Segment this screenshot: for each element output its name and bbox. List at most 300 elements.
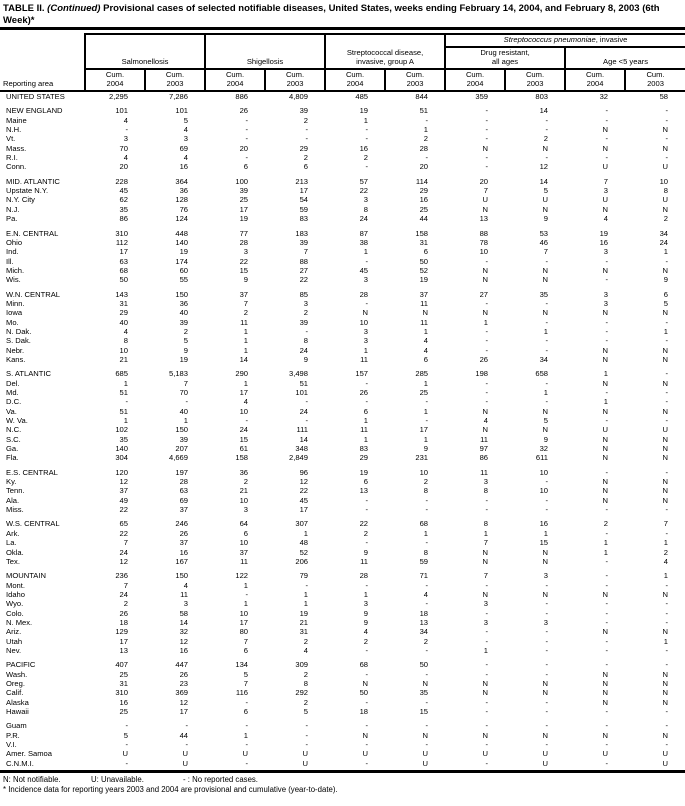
value-cell: N (662, 204, 669, 214)
value-cell: - (305, 730, 309, 740)
value-cell: 1 (183, 416, 189, 426)
column-header-cum: Cum. 2003 (505, 69, 565, 91)
value-cell: 22 (239, 256, 249, 266)
value-cell: 1 (423, 125, 429, 135)
value-cell: - (605, 106, 609, 116)
value-cell: N (602, 730, 609, 740)
value-cell: - (545, 477, 549, 487)
reporting-area-cell: C.N.M.I. (6, 758, 34, 768)
value-cell: 7 (543, 247, 549, 257)
value-cell: 9 (663, 275, 669, 285)
value-cell: 44 (179, 730, 189, 740)
reporting-area-cell: V.I. (6, 740, 17, 750)
value-cell: 28 (239, 237, 249, 247)
value-cell: 158 (235, 453, 249, 463)
value-cell: - (605, 153, 609, 163)
value-cell: 3 (363, 275, 369, 285)
value-cell: 12 (119, 477, 128, 487)
reporting-area-cell: S. Dak. (6, 336, 31, 346)
value-cell: - (605, 528, 609, 538)
value-cell: N (602, 143, 609, 153)
value-cell: - (425, 740, 429, 750)
value-cell: 45 (299, 495, 309, 505)
value-cell: 52 (299, 547, 309, 557)
reporting-area-cell: W. Va. (6, 416, 28, 426)
value-cell: 8 (483, 486, 489, 496)
value-cell: 49 (119, 495, 128, 505)
value-cell: N (542, 265, 549, 275)
value-cell: - (305, 740, 309, 750)
column-group-strep-group-a (325, 34, 445, 69)
value-cell: N (542, 425, 549, 435)
value-cell: 12 (299, 477, 309, 487)
value-cell: 10 (119, 345, 128, 355)
value-cell: 24 (359, 214, 369, 224)
value-cell: 55 (179, 275, 189, 285)
value-cell: U (542, 758, 549, 768)
value-cell: - (245, 153, 249, 163)
value-cell: 4 (123, 115, 128, 125)
value-cell: 13 (479, 214, 489, 224)
value-cell: 2 (423, 134, 429, 144)
value-cell: 76 (179, 204, 189, 214)
value-cell: 2 (663, 214, 669, 224)
reporting-area-cell: W.S. CENTRAL (6, 519, 60, 529)
value-cell: 22 (299, 486, 309, 496)
value-cell: - (485, 115, 489, 125)
value-cell: - (665, 397, 669, 407)
reporting-area-cell: Colo. (6, 608, 24, 618)
value-cell: U (302, 758, 309, 768)
value-cell: N (662, 444, 669, 454)
value-cell: - (365, 495, 369, 505)
value-cell: 24 (119, 547, 128, 557)
value-cell: 8 (663, 186, 669, 196)
value-cell: 4,669 (169, 453, 189, 463)
value-cell: - (485, 106, 489, 116)
value-cell: - (605, 707, 609, 716)
value-cell: 50 (119, 275, 128, 285)
table-row (0, 177, 685, 186)
column-header-cum: Cum. 2003 (145, 69, 205, 91)
value-cell: - (545, 397, 549, 407)
value-cell: 13 (119, 645, 128, 655)
value-cell: 8 (423, 486, 429, 496)
value-cell: N (602, 434, 609, 444)
value-cell: - (485, 627, 489, 637)
table-row (0, 468, 685, 477)
value-cell: 26 (479, 354, 489, 364)
value-cell: - (485, 697, 489, 707)
reporting-area-cell: MOUNTAIN (6, 571, 46, 581)
value-cell: 101 (295, 388, 309, 397)
value-cell: 1 (543, 528, 549, 538)
value-cell: 1 (363, 416, 369, 426)
value-cell: 4 (483, 416, 489, 426)
value-cell: 1 (603, 547, 609, 557)
reporting-area-cell: Va. (6, 406, 17, 416)
value-cell: 4 (423, 336, 429, 346)
value-cell: 38 (359, 237, 369, 247)
reporting-area-cell: Md. (6, 388, 19, 397)
value-cell: 15 (539, 538, 549, 548)
table-row (0, 590, 685, 599)
value-cell: N (602, 669, 609, 679)
value-cell: 6 (243, 645, 249, 655)
value-cell: - (425, 416, 429, 426)
value-cell: N (482, 425, 489, 435)
value-cell: 4 (183, 153, 189, 163)
value-cell: 20 (119, 162, 128, 172)
value-cell: 54 (299, 195, 309, 205)
value-cell: N (602, 495, 609, 505)
value-cell: 53 (539, 228, 549, 238)
reporting-area-cell: Upstate N.Y. (6, 186, 49, 196)
value-cell: 14 (179, 617, 189, 627)
value-cell: 8 (123, 336, 128, 346)
value-cell: 68 (119, 265, 128, 275)
table-row (0, 355, 685, 364)
table-row (0, 229, 685, 238)
value-cell: N (542, 204, 549, 214)
value-cell: - (665, 608, 669, 618)
value-cell: 447 (175, 660, 189, 670)
value-cell: 16 (179, 645, 189, 655)
value-cell: 40 (179, 406, 189, 416)
reporting-area-cell: Hawaii (6, 707, 29, 716)
reporting-area-cell: Mich. (6, 265, 25, 275)
value-cell: 3 (243, 505, 249, 515)
value-cell: 1 (243, 336, 249, 346)
value-cell: 112 (115, 237, 128, 247)
value-cell: N (362, 730, 369, 740)
value-cell: U (542, 749, 549, 759)
table-row (0, 609, 685, 618)
value-cell: 29 (359, 453, 369, 463)
value-cell: - (665, 388, 669, 397)
value-cell: 60 (179, 265, 189, 275)
value-cell: 9 (363, 608, 369, 618)
value-cell: 2 (303, 308, 309, 318)
value-cell: - (545, 378, 549, 388)
value-cell: - (605, 275, 609, 285)
value-cell: 5 (183, 336, 189, 346)
table-title (0, 0, 685, 26)
reporting-area-cell: Mass. (6, 143, 27, 153)
value-cell: 2 (303, 669, 309, 679)
value-cell: - (665, 416, 669, 426)
value-cell: N (482, 688, 489, 698)
value-cell: 2 (663, 547, 669, 557)
value-cell: - (665, 336, 669, 346)
column-group-salmonellosis (85, 34, 205, 69)
value-cell: U (602, 195, 609, 205)
value-cell: - (545, 336, 549, 346)
value-cell: 24 (659, 237, 669, 247)
value-cell: - (605, 388, 609, 397)
value-cell: - (605, 505, 609, 515)
value-cell: 448 (175, 228, 189, 238)
table-row (0, 397, 685, 406)
value-cell: N (482, 678, 489, 688)
value-cell: U (662, 749, 669, 759)
value-cell: 3 (243, 247, 249, 257)
value-cell: - (545, 298, 549, 308)
value-cell: 1 (423, 326, 429, 336)
value-cell: N (662, 678, 669, 688)
value-cell: - (545, 645, 549, 655)
value-cell: - (365, 378, 369, 388)
value-cell: N (602, 308, 609, 318)
value-cell: 10 (239, 608, 249, 618)
value-cell: 1 (243, 378, 249, 388)
table-row (0, 435, 685, 444)
value-cell: 5 (243, 669, 249, 679)
value-cell: 11 (420, 298, 429, 308)
value-cell: 37 (239, 547, 249, 557)
reporting-area-cell: E.S. CENTRAL (6, 467, 58, 477)
value-cell: 236 (115, 571, 128, 581)
value-cell: 3 (303, 298, 309, 308)
value-cell: 35 (419, 688, 429, 698)
value-cell: 5,183 (169, 369, 189, 379)
table-row (0, 416, 685, 425)
value-cell: 39 (299, 106, 309, 116)
value-cell: 2 (303, 697, 309, 707)
value-cell: - (305, 134, 309, 144)
value-cell: 28 (359, 289, 369, 299)
table-row (0, 214, 685, 223)
value-cell: N (602, 486, 609, 496)
value-cell: 11 (240, 556, 249, 566)
reporting-area-cell: N. Mex. (6, 617, 33, 627)
value-cell: - (665, 707, 669, 716)
value-cell: - (665, 721, 669, 731)
value-cell: N (662, 495, 669, 505)
value-cell: 39 (179, 434, 189, 444)
value-cell: 101 (115, 106, 128, 116)
value-cell: 6 (363, 477, 369, 487)
table-row (0, 106, 685, 115)
value-cell: 102 (115, 425, 128, 435)
value-cell: 10 (239, 538, 249, 548)
value-cell: N (662, 669, 669, 679)
value-cell: - (665, 528, 669, 538)
reporting-area-cell: Kans. (6, 354, 26, 364)
value-cell: 7 (123, 580, 128, 590)
table-row (0, 749, 685, 758)
value-cell: 3 (483, 599, 489, 609)
value-cell: 1 (543, 388, 549, 397)
value-cell: U (662, 162, 669, 172)
value-cell: 3 (543, 571, 549, 581)
value-cell: - (365, 580, 369, 590)
value-cell: - (545, 707, 549, 716)
value-cell: 50 (419, 660, 429, 670)
value-cell: 51 (119, 388, 128, 397)
value-cell: N (482, 547, 489, 557)
value-cell: 5 (123, 730, 128, 740)
value-cell: N (602, 627, 609, 637)
value-cell: 6 (303, 162, 309, 172)
value-cell: U (422, 749, 429, 759)
value-cell: 3 (183, 599, 189, 609)
value-cell: - (605, 556, 609, 566)
footnote-incidence: * Incidence data for reporting years 2003 and 2004 are provisional and cumulative (year-to-date). (3, 785, 338, 795)
value-cell: 17 (239, 204, 249, 214)
value-cell: 37 (179, 505, 189, 515)
value-cell: - (365, 298, 369, 308)
value-cell: U (662, 425, 669, 435)
value-cell: N (662, 688, 669, 698)
value-cell: N (542, 688, 549, 698)
value-cell: 3 (603, 186, 609, 196)
value-cell: 1 (303, 528, 309, 538)
value-cell: 17 (299, 186, 309, 196)
value-cell: - (485, 707, 489, 716)
column-header-cum: Cum. 2004 (85, 69, 145, 91)
value-cell: 32 (599, 92, 609, 102)
value-cell: 11 (480, 467, 489, 477)
value-cell: - (305, 125, 309, 135)
value-cell: 140 (175, 237, 189, 247)
group-label-line: Streptococcal disease, (346, 48, 424, 58)
value-cell: - (605, 115, 609, 125)
reporting-area-cell: Nebr. (6, 345, 25, 355)
value-cell: - (545, 256, 549, 266)
value-cell: U (542, 195, 549, 205)
value-cell: - (605, 134, 609, 144)
value-cell: - (665, 580, 669, 590)
value-cell: 21 (299, 617, 309, 627)
value-cell: 1 (123, 416, 128, 426)
value-cell: - (365, 125, 369, 135)
column-header-cum: Cum. 2004 (325, 69, 385, 91)
value-cell: 34 (419, 627, 429, 637)
reporting-area-cell: Oreg. (6, 678, 25, 688)
value-cell: 2,849 (289, 453, 309, 463)
value-cell: - (665, 106, 669, 116)
value-cell: - (605, 608, 609, 618)
value-cell: - (425, 505, 429, 515)
value-cell: - (485, 134, 489, 144)
value-cell: 88 (479, 228, 489, 238)
value-cell: 9 (243, 275, 249, 285)
value-cell: 83 (359, 444, 369, 454)
value-cell: - (665, 660, 669, 670)
value-cell: - (485, 636, 489, 646)
value-cell: 83 (299, 214, 309, 224)
value-cell: 27 (479, 289, 489, 299)
value-cell: 3 (603, 298, 609, 308)
reporting-area-cell: Mont. (6, 580, 25, 590)
value-cell: - (545, 636, 549, 646)
value-cell: - (365, 645, 369, 655)
value-cell: - (485, 740, 489, 750)
value-cell: 348 (295, 444, 309, 454)
value-cell: - (125, 125, 128, 135)
value-cell: 4 (243, 397, 249, 407)
value-cell: 3 (603, 289, 609, 299)
value-cell: 19 (419, 275, 429, 285)
value-cell: - (485, 256, 489, 266)
value-cell: 9 (423, 444, 429, 454)
value-cell: 3 (603, 247, 609, 257)
value-cell: N (542, 730, 549, 740)
reporting-area-header: Reporting area (0, 34, 85, 91)
value-cell: 2 (363, 528, 369, 538)
value-cell: 116 (235, 688, 249, 698)
value-cell: - (485, 378, 489, 388)
value-cell: - (485, 336, 489, 346)
value-cell: 28 (179, 477, 189, 487)
value-cell: N (662, 486, 669, 496)
reporting-area-cell: Wash. (6, 669, 28, 679)
value-cell: - (245, 589, 249, 599)
reporting-area-cell: Idaho (6, 589, 26, 599)
reporting-area-cell: N.Y. City (6, 195, 35, 205)
value-cell: 17 (419, 425, 429, 435)
value-cell: 3 (483, 477, 489, 487)
column-header-cum: Cum. 2003 (625, 69, 685, 91)
value-cell: 48 (299, 538, 309, 548)
value-cell: N (482, 730, 489, 740)
group-label-line: Shigellosis (246, 56, 284, 66)
value-cell: - (365, 697, 369, 707)
footnotes (0, 773, 685, 795)
value-cell: N (662, 265, 669, 275)
table-row (0, 698, 685, 707)
value-cell: 5 (183, 115, 189, 125)
value-cell: U (602, 749, 609, 759)
value-cell: - (245, 134, 249, 144)
value-cell: N (482, 143, 489, 153)
value-cell: 9 (363, 547, 369, 557)
value-cell: N (542, 275, 549, 285)
value-cell: N (542, 308, 549, 318)
table-row (0, 453, 685, 462)
value-cell: N (662, 477, 669, 487)
value-cell: N (602, 688, 609, 698)
reporting-area-cell: Tex. (6, 556, 20, 566)
value-cell: 10 (659, 176, 669, 186)
value-cell: 44 (419, 214, 429, 224)
value-cell: 122 (235, 571, 249, 581)
value-cell: 16 (539, 519, 549, 529)
value-cell: 26 (179, 669, 189, 679)
value-cell: - (605, 599, 609, 609)
table-row (0, 618, 685, 627)
value-cell: 20 (239, 143, 249, 153)
value-cell: 52 (419, 265, 429, 275)
value-cell: - (665, 256, 669, 266)
value-cell: 285 (415, 369, 429, 379)
table-row (0, 144, 685, 153)
value-cell: 6 (663, 289, 669, 299)
value-cell: U (302, 749, 309, 759)
reporting-area-cell: R.I. (6, 153, 18, 163)
value-cell: 3,498 (289, 369, 309, 379)
value-cell: - (665, 467, 669, 477)
table-row (0, 336, 685, 345)
value-cell: N (662, 730, 669, 740)
group-label-line: Salmonellosis (121, 56, 169, 66)
table-row (0, 91, 685, 101)
value-cell: - (665, 115, 669, 125)
value-cell: N (362, 678, 369, 688)
value-cell: 7 (483, 538, 489, 548)
value-cell: 69 (179, 495, 189, 505)
